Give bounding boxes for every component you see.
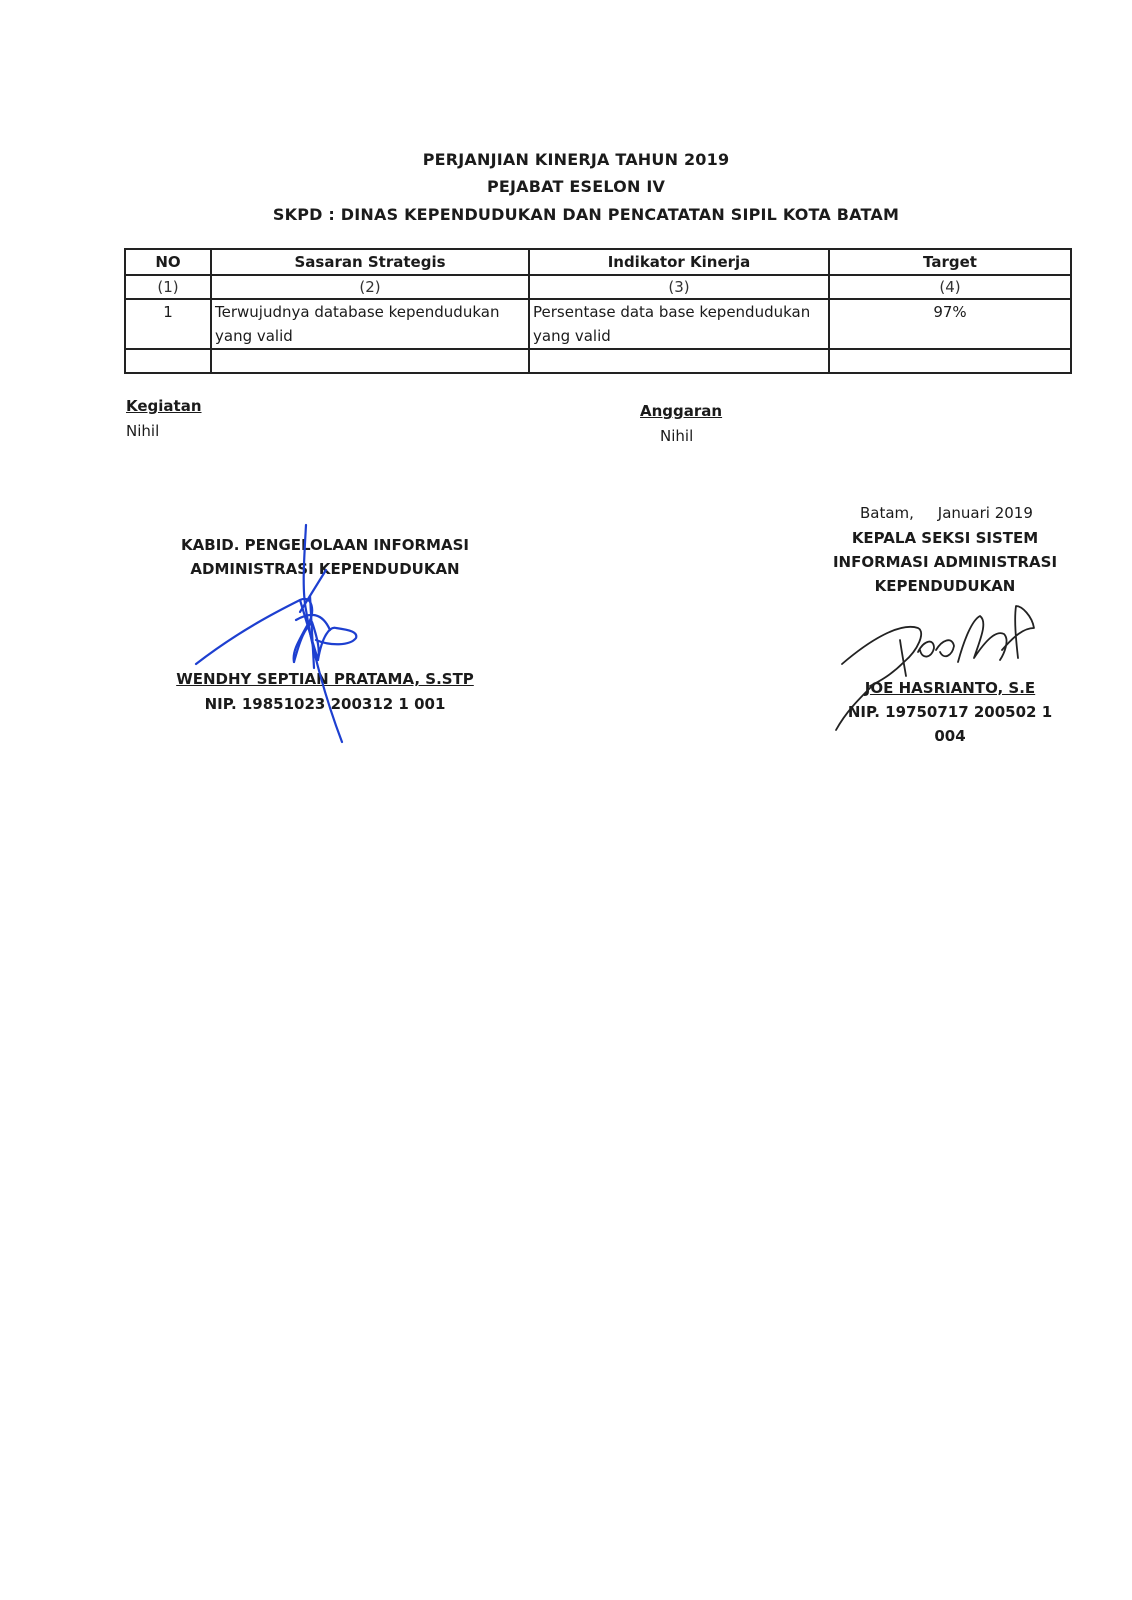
col-header-no: NO — [125, 249, 211, 275]
anggaran-value: Nihil — [660, 427, 694, 445]
anggaran-label: Anggaran — [640, 402, 723, 420]
col-number-1: (1) — [125, 275, 211, 299]
document-subtitle: PEJABAT ESELON IV — [486, 177, 666, 196]
kegiatan-value: Nihil — [126, 422, 160, 440]
signatory-left-name: WENDHY SEPTIAN PRATAMA, S.STP — [176, 670, 474, 688]
cell-no: 1 — [125, 299, 211, 349]
signatory-right-title-3: KEPENDUDUKAN — [874, 577, 1016, 595]
document-skpd: SKPD : DINAS KEPENDUDUKAN DAN PENCATATAN SIPIL KOTA BATAM — [272, 205, 900, 224]
place-date: Batam, Januari 2019 — [860, 504, 1033, 522]
signatory-right-nip: NIP. 19750717 200502 1 004 — [847, 703, 1053, 745]
signatory-right-name: JOE HASRIANTO, S.E — [864, 679, 1036, 697]
signatory-left-nip: NIP. 19851023 200312 1 001 — [204, 695, 446, 713]
col-number-2: (2) — [211, 275, 529, 299]
signatory-left-title-2: ADMINISTRASI KEPENDUDUKAN — [190, 560, 460, 578]
cell-target: 97% — [829, 299, 1071, 349]
cell-sasaran: Terwujudnya database kependudukan yang valid — [211, 299, 529, 349]
col-number-4: (4) — [829, 275, 1071, 299]
cell-indikator: Persentase data base kependudukan yang valid — [529, 299, 829, 349]
kegiatan-label: Kegiatan — [126, 397, 202, 415]
col-header-indikator: Indikator Kinerja — [529, 249, 829, 275]
signatory-right-title-2: INFORMASI ADMINISTRASI — [832, 553, 1058, 571]
col-header-target: Target — [829, 249, 1071, 275]
signatory-left-title-1: KABID. PENGELOLAAN INFORMASI — [181, 536, 469, 554]
signatory-right-title-1: KEPALA SEKSI SISTEM — [851, 529, 1039, 547]
col-number-3: (3) — [529, 275, 829, 299]
document-title: PERJANJIAN KINERJA TAHUN 2019 — [422, 150, 730, 169]
col-header-sasaran: Sasaran Strategis — [211, 249, 529, 275]
